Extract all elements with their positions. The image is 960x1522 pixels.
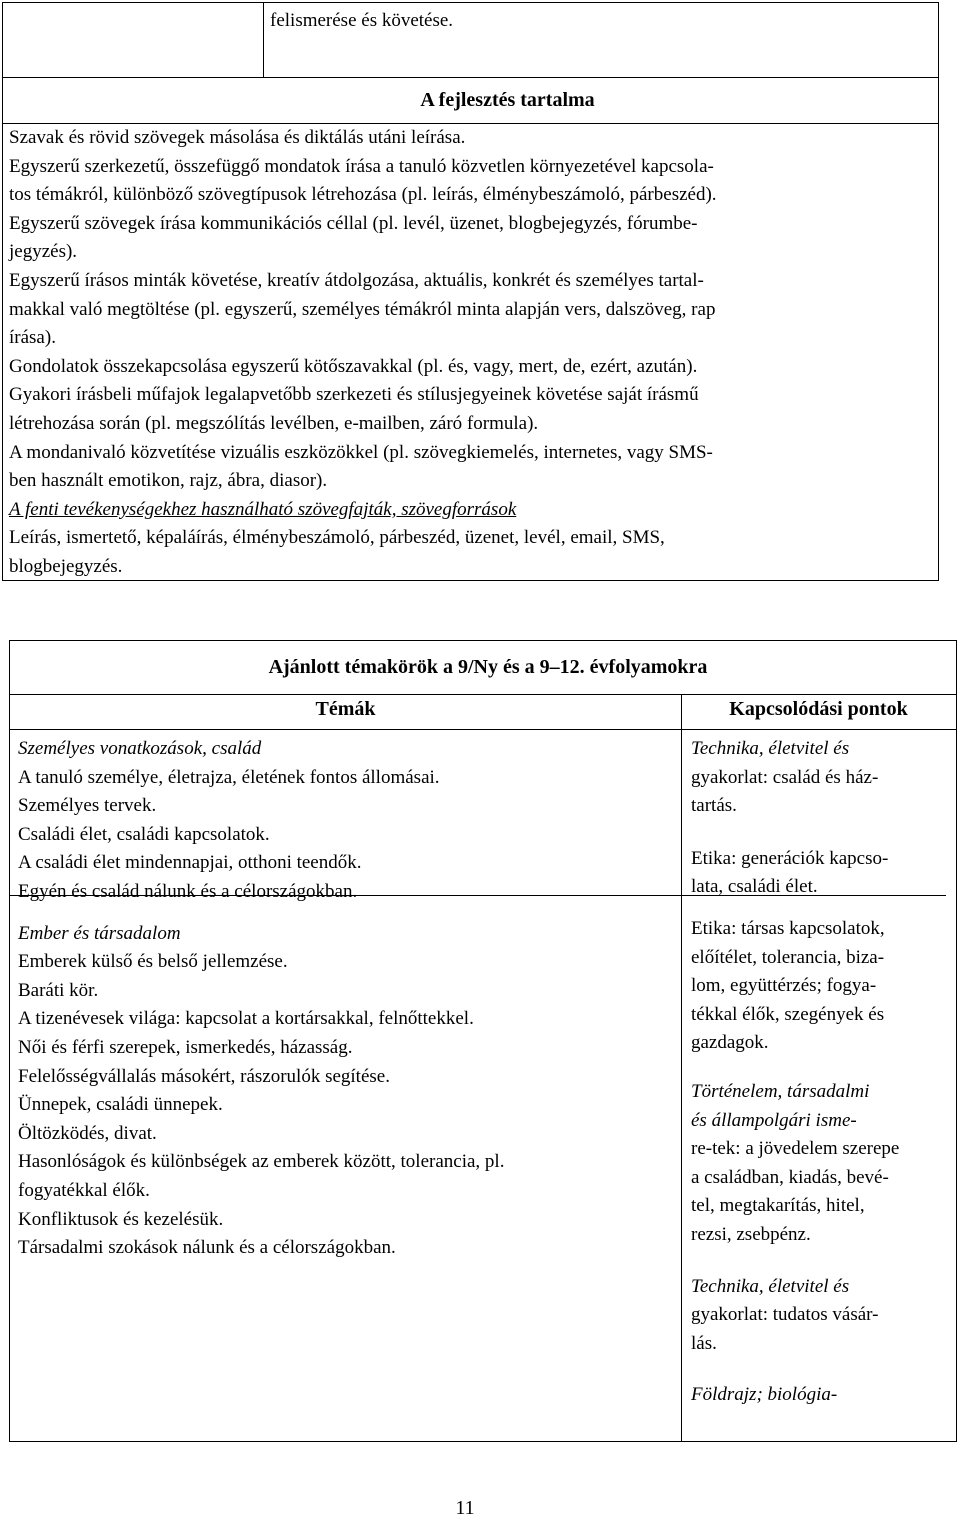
development-header-row	[3, 78, 938, 124]
topic-item: Ünnepek, családi ünnepek.	[18, 1094, 223, 1116]
column-header-topics: Témák	[315, 698, 376, 720]
continued-text: felismerése és követése.	[270, 10, 454, 31]
link-text: gyakorlat: család és ház-	[691, 766, 879, 788]
body-line: jegyzés).	[9, 241, 78, 263]
link-subject: Technika, életvitel és	[691, 738, 850, 759]
divider	[680, 895, 946, 896]
body-line: Szavak és rövid szövegek másolása és diktálás utáni leírása.	[9, 127, 466, 148]
link-text: tel, megtakarítás, hitel,	[691, 1195, 865, 1217]
topics-column	[18, 735, 504, 1263]
link-text: lata, családi élet.	[691, 876, 818, 898]
link-subject: Történelem, társadalmi	[691, 1080, 870, 1102]
body-line: Gyakori írásbeli műfajok legalapvetőbb szerkezeti és stílusjegyeinek követése saját írásmű	[9, 384, 699, 406]
link-text: előítélet, tolerancia, biza-	[691, 946, 885, 968]
topic-item: fogyatékkal élők.	[18, 1179, 150, 1201]
topic-item: Hasonlóságok és különbségek az emberek között, tolerancia, pl.	[18, 1151, 505, 1173]
topic-item: Személyes tervek.	[18, 795, 157, 817]
divider	[10, 729, 956, 730]
body-line: ben használt emotikon, rajz, ábra, diasor).	[9, 470, 328, 492]
divider	[10, 694, 956, 695]
topic-item: A tanuló személye, életrajza, életének fontos állomásai.	[18, 766, 440, 788]
continued-cell	[264, 3, 938, 78]
topic-item: Egyén és család nálunk és a célországokban.	[18, 880, 358, 902]
body-line: írása).	[9, 327, 56, 349]
link-text: tékkal élők, szegények és	[691, 1003, 885, 1025]
link-text: gyakorlat: tudatos vásár-	[691, 1304, 879, 1326]
link-text: lom, együttérzés; fogya-	[691, 975, 877, 997]
body-line: Egyszerű szövegek írása kommunikációs céllal (pl. levél, üzenet, blogbejegyzés, fórumbe-	[9, 212, 698, 234]
topic-item: Baráti kör.	[18, 979, 99, 1001]
sources-line: blogbejegyzés.	[9, 555, 123, 577]
body-line: makkal való megtöltése (pl. egyszerű, személyes témákról minta alapján vers, dalszöveg, rap	[9, 298, 716, 320]
topic-item: Konfliktusok és kezelésük.	[18, 1208, 224, 1230]
link-subject: Technika, életvitel és	[691, 1275, 850, 1297]
link-text: gazdagok.	[691, 1032, 769, 1054]
column-divider	[681, 694, 682, 1441]
link-text: lás.	[691, 1332, 717, 1354]
link-text: Etika: generációk kapcso-	[691, 847, 889, 869]
divider	[9, 895, 681, 896]
link-subject: és állampolgári isme-	[691, 1109, 857, 1131]
page-number: 11	[455, 1497, 475, 1519]
topic-item: A családi élet mindennapjai, otthoni teendők.	[18, 852, 362, 874]
topic-item: Női és férfi szerepek, ismerkedés, házasság.	[18, 1036, 353, 1058]
link-text: tartás.	[691, 795, 737, 817]
body-line: Egyszerű szerkezetű, összefüggő mondatok írása a tanuló közvetlen környezetével kapcsola-	[9, 155, 714, 177]
body-line: létrehozása során (pl. megszólítás levélben, e-mailben, záró formula).	[9, 412, 539, 434]
topic-group-heading: Ember és társadalom	[18, 922, 181, 944]
link-subject: Földrajz; biológia-	[691, 1384, 838, 1406]
body-line: A mondanivaló közvetítése vizuális eszközökkel (pl. szövegkiemelés, internetes, vagy SMS-	[9, 441, 713, 463]
sources-line: Leírás, ismertető, képaláírás, élménybeszámoló, párbeszéd, üzenet, levél, email, SMS,	[9, 527, 665, 549]
link-text: rezsi, zsebpénz.	[691, 1223, 811, 1245]
topic-group-heading: Személyes vonatkozások, család	[18, 738, 262, 759]
column-header-links: Kapcsolódási pontok	[729, 698, 908, 720]
topic-item: Emberek külső és belső jellemzése.	[18, 951, 288, 973]
body-line: Gondolatok összekapcsolása egyszerű kötőszavakkal (pl. és, vagy, mert, de, ezért, azután).	[9, 355, 698, 377]
link-text: a családban, kiadás, bevé-	[691, 1166, 889, 1188]
topic-item: A tizenévesek világa: kapcsolat a kortársakkal, felnőttekkel.	[18, 1008, 474, 1030]
development-body	[9, 124, 717, 582]
empty-cell	[3, 3, 264, 78]
topic-item: Öltözködés, divat.	[18, 1122, 157, 1144]
topic-item: Társadalmi szokások nálunk és a célországokban.	[18, 1237, 396, 1259]
link-text: re-tek: a jövedelem szerepe	[691, 1138, 900, 1160]
sources-heading: A fenti tevékenységekhez használható szövegfajták, szövegforrások	[9, 498, 517, 520]
body-line: Egyszerű írásos minták követése, kreatív átdolgozása, aktuális, konkrét és személyes tartal-	[9, 269, 704, 291]
topics-title: Ajánlott témakörök a 9/Ny és a 9–12. évfolyamokra	[268, 656, 708, 678]
body-line: tos témákról, különböző szövegtípusok létrehozása (pl. leírás, élménybeszámoló, párbeszéd).	[9, 184, 717, 206]
development-title: A fejlesztés tartalma	[420, 89, 595, 111]
topic-item: Felelősségvállalás másokért, rászorulók segítése.	[18, 1065, 390, 1087]
link-text: Etika: társas kapcsolatok,	[691, 917, 885, 939]
topic-item: Családi élet, családi kapcsolatok.	[18, 823, 270, 845]
links-column	[691, 735, 899, 1410]
